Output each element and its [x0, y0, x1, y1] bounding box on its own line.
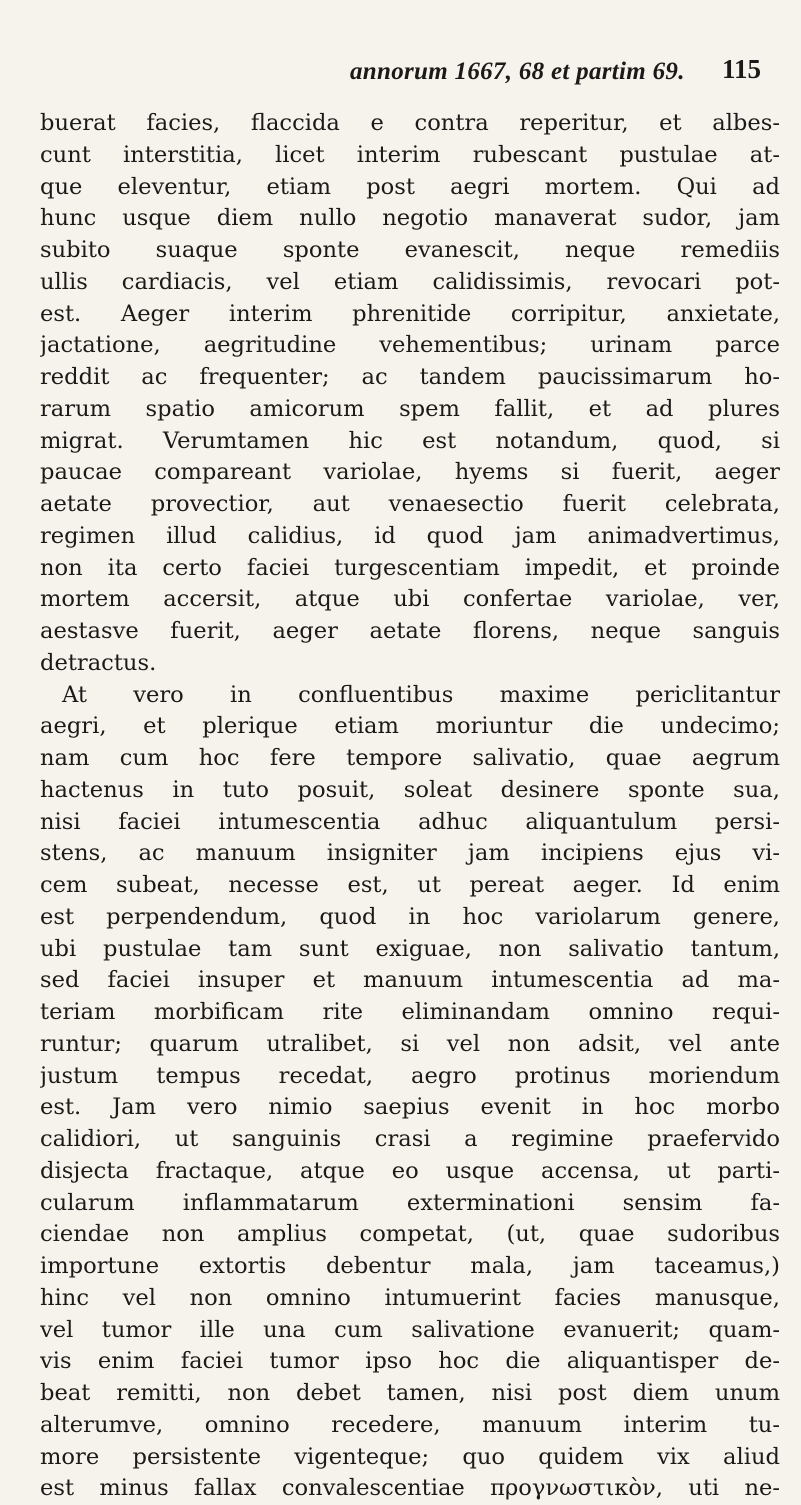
text-line: est. Jam vero nimio saepius evenit in hoc morbo: [40, 1094, 780, 1121]
text-line: detractus.: [40, 649, 157, 676]
text-line: cem subeat, necesse est, ut pereat aeger. Id enim: [40, 872, 780, 898]
text-line: calidiori, ut sanguinis crasi a regimine praefervido: [40, 1126, 780, 1152]
text-line: importune extortis debentur mala, jam taceamus,): [40, 1253, 780, 1279]
text-line: aetate provectior, aut venaesectio fuerit celebrata,: [40, 491, 780, 517]
text-line: beat remitti, non debet tamen, nisi post diem unum: [40, 1380, 780, 1406]
text-line: cunt interstitia, licet interim rubescant pustulae at-: [40, 141, 780, 168]
text-line: aegri, et plerique etiam moriuntur die undecimo;: [40, 713, 780, 740]
text-line: nam cum hoc fere tempore salivatio, quae aegrum: [40, 745, 780, 771]
text-line: regimen illud calidius, id quod jam animadvertimus,: [40, 522, 780, 549]
text-line: sed faciei insuper et manuum intumescentia ad ma-: [40, 967, 780, 994]
text-line: paucae compareant variolae, hyems si fuerit, aeger: [40, 459, 780, 486]
text-line: more persistente vigenteque; quo quidem vix aliud: [40, 1443, 780, 1470]
body-text: [40, 108, 780, 1505]
text-line: ciendae non amplius competat, (ut, quae sudoribus: [40, 1221, 780, 1248]
page-number: 115: [722, 54, 762, 84]
text-line: reddit ac frequenter; ac tandem paucissimarum ho-: [40, 364, 780, 390]
text-line: rarum spatio amicorum spem fallit, et ad plures: [40, 395, 780, 422]
text-line: nisi faciei intumescentia adhuc aliquantulum persi-: [40, 808, 780, 835]
running-head: annorum 1667, 68 et partim 69.: [350, 58, 685, 85]
text-line: aestasve fuerit, aeger aetate florens, neque sanguis: [40, 618, 780, 644]
text-line: mortem accersit, atque ubi confertae variolae, ver,: [40, 586, 780, 613]
text-line: est perpendendum, quod in hoc variolarum genere,: [40, 903, 780, 930]
text-line: subito suaque sponte evanescit, neque remediis: [40, 237, 780, 263]
text-line: ubi pustulae tam sunt exiguae, non salivatio tantum,: [40, 935, 780, 962]
text-line: vel tumor ille una cum salivatione evanuerit; quam-: [40, 1316, 780, 1343]
text-line: hactenus in tuto posuit, soleat desinere sponte sua,: [40, 776, 780, 803]
text-line: justum tempus recedat, aegro protinus moriendum: [40, 1062, 780, 1089]
text-line: ullis cardiacis, vel etiam calidissimis, revocari pot-: [40, 268, 780, 295]
text-line: hinc vel non omnino intumuerint facies manusque,: [40, 1284, 780, 1311]
text-line: disjecta fractaque, atque eo usque accensa, ut parti-: [40, 1157, 780, 1184]
text-line: cularum inflammatarum exterminationi sensim fa-: [40, 1189, 780, 1216]
text-line: non ita certo faciei turgescentiam impedit, et proinde: [40, 554, 780, 581]
text-line: teriam morbificam rite eliminandam omnino requi-: [40, 999, 780, 1025]
text-line: hunc usque diem nullo negotio manaverat sudor, jam: [40, 205, 780, 232]
text-line: vis enim faciei tumor ipso hoc die aliquantisper de-: [40, 1348, 780, 1375]
page-header: [0, 54, 801, 94]
text-line: est minus fallax convalescentiae προγνωστικὸν, uti ne-: [40, 1475, 780, 1502]
text-line: stens, ac manuum insigniter jam incipiens ejus vi-: [40, 840, 780, 867]
text-line: At vero in confluentibus maxime periclitantur: [62, 681, 780, 708]
text-line: que eleventur, etiam post aegri mortem. Qui ad: [40, 173, 780, 200]
text-line: runtur; quarum utralibet, si vel non adsit, vel ante: [40, 1030, 780, 1057]
text-line: buerat facies, flaccida e contra reperitur, et albes-: [40, 110, 780, 136]
text-line: jactatione, aegritudine vehementibus; urinam parce: [40, 332, 780, 359]
text-line: est. Aeger interim phrenitide corripitur, anxietate,: [40, 300, 780, 327]
text-line: alterumve, omnino recedere, manuum interim tu-: [40, 1411, 780, 1438]
text-line: migrat. Verumtamen hic est notandum, quod, si: [40, 427, 780, 454]
